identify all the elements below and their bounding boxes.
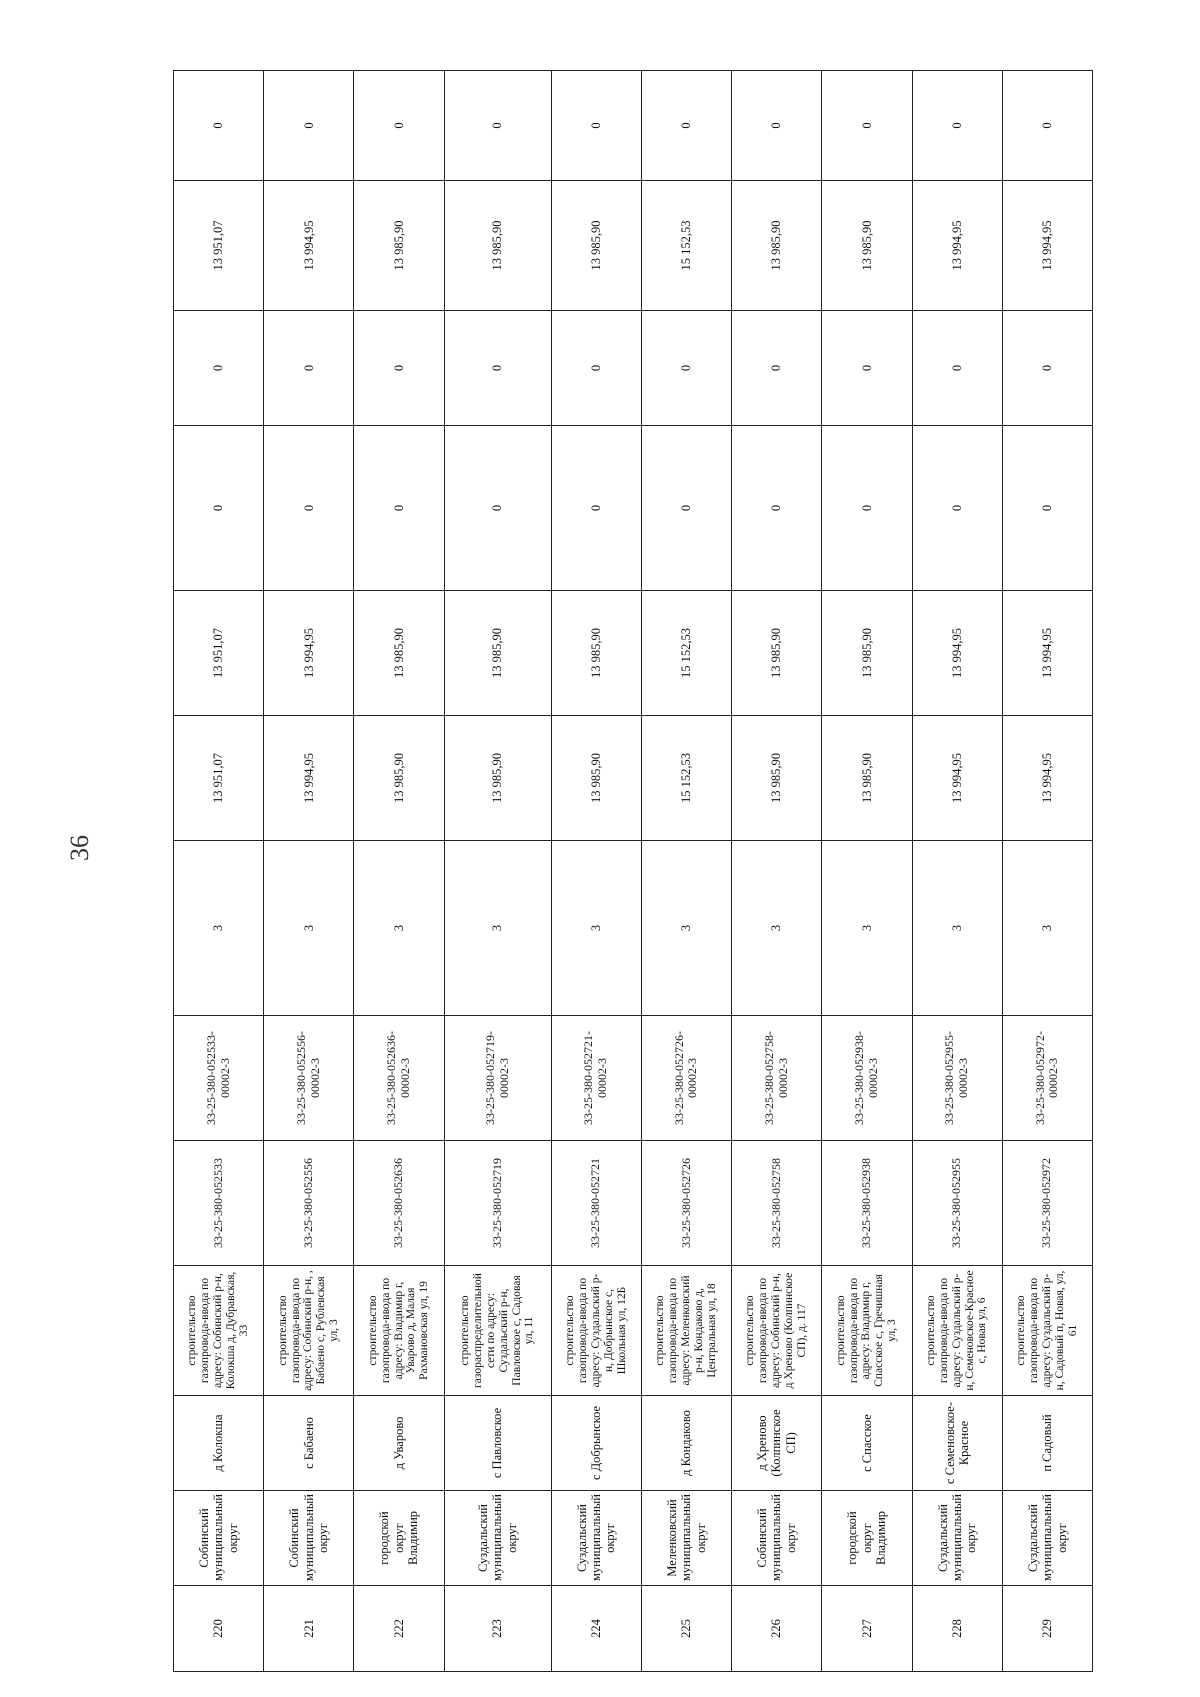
value-1-cell: 13 985,90 [822, 591, 912, 716]
value-2-cell: 0 [1002, 426, 1092, 591]
value-5-cell: 0 [912, 71, 1002, 181]
value-1-cell: 13 985,90 [551, 591, 641, 716]
value-1-cell: 13 985,90 [732, 591, 822, 716]
row-number-cell: 223 [444, 1586, 551, 1672]
district-cell: Суздальский муниципальный округ [444, 1491, 551, 1586]
rotated-table-container [173, 72, 1093, 1672]
locality-cell: д Уварово [354, 1396, 444, 1491]
description-cell: строительство газопровода-ввода по адресу: Владимир г, Уварово д, Малая Рахмановская ул, 19 [354, 1266, 444, 1396]
application-number-cell: 33-25-380-052972-00002-3 [1002, 1016, 1092, 1141]
value-2-cell: 0 [822, 426, 912, 591]
application-number-cell: 33-25-380-052938-00002-3 [822, 1016, 912, 1141]
table-row [551, 71, 641, 1672]
application-number-cell: 33-25-380-052955-00002-3 [912, 1016, 1002, 1141]
row-number-cell: 228 [912, 1586, 1002, 1672]
application-number-cell: 33-25-380-052533-00002-3 [174, 1016, 264, 1141]
category-cell: 3 [444, 841, 551, 1016]
value-2-cell: 0 [641, 426, 731, 591]
value-5-cell: 0 [354, 71, 444, 181]
value-1-cell: 13 985,90 [354, 591, 444, 716]
value-1-cell: 13 994,95 [912, 591, 1002, 716]
category-cell: 3 [354, 841, 444, 1016]
district-cell: городской округ Владимир [822, 1491, 912, 1586]
description-cell: строительство газопровода-ввода по адресу: Суздальский р-н, Садовый п, Новая, ул, 61 [1002, 1266, 1092, 1396]
cadastral-number-cell: 33-25-380-052636 [354, 1141, 444, 1266]
category-cell: 3 [732, 841, 822, 1016]
total-cost-cell: 15 152,53 [641, 716, 731, 841]
description-cell: строительство газопровода-ввода по адресу: Собинский р-н, д Хреново (Колпинское СП), д. 117 [732, 1266, 822, 1396]
value-3-cell: 0 [174, 311, 264, 426]
value-3-cell: 0 [264, 311, 354, 426]
value-5-cell: 0 [174, 71, 264, 181]
locality-cell: с Семеновское-Красное [912, 1396, 1002, 1491]
row-number-cell: 222 [354, 1586, 444, 1672]
value-3-cell: 0 [551, 311, 641, 426]
description-cell: строительство газопровода-ввода по адресу: Собинский р-н, , Бабаено с, Рублевская ул, 3 [264, 1266, 354, 1396]
description-cell: строительство газопровода-ввода по адресу: Владимир г, Спасское с, Гречишная ул, 3 [822, 1266, 912, 1396]
value-5-cell: 0 [641, 71, 731, 181]
description-cell: строительство газопровода-ввода по адресу: Меленковский р-н, Кондаково д, Центральная ул, 18 [641, 1266, 731, 1396]
category-cell: 3 [174, 841, 264, 1016]
locality-cell: с Павловское [444, 1396, 551, 1491]
total-cost-cell: 13 994,95 [1002, 716, 1092, 841]
value-3-cell: 0 [1002, 311, 1092, 426]
value-1-cell: 13 994,95 [264, 591, 354, 716]
value-4-cell: 13 985,90 [822, 181, 912, 311]
value-4-cell: 13 985,90 [444, 181, 551, 311]
row-number-cell: 226 [732, 1586, 822, 1672]
table-row [264, 71, 354, 1672]
district-cell: городской округ Владимир [354, 1491, 444, 1586]
value-3-cell: 0 [822, 311, 912, 426]
value-5-cell: 0 [551, 71, 641, 181]
description-cell: строительство газопровода-ввода по адресу: Суздальский р-н, Семеновское-Красное с, Новая ул, 6 [912, 1266, 1002, 1396]
value-1-cell: 13 985,90 [444, 591, 551, 716]
row-number-cell: 225 [641, 1586, 731, 1672]
application-number-cell: 33-25-380-052636-00002-3 [354, 1016, 444, 1141]
category-cell: 3 [641, 841, 731, 1016]
value-2-cell: 0 [264, 426, 354, 591]
row-number-cell: 224 [551, 1586, 641, 1672]
cadastral-number-cell: 33-25-380-052758 [732, 1141, 822, 1266]
category-cell: 3 [912, 841, 1002, 1016]
application-number-cell: 33-25-380-052556-00002-3 [264, 1016, 354, 1141]
table-body [174, 71, 1093, 1672]
district-cell: Собинский муниципальный округ [732, 1491, 822, 1586]
value-3-cell: 0 [641, 311, 731, 426]
page-number: 36 [65, 835, 94, 861]
value-5-cell: 0 [822, 71, 912, 181]
value-5-cell: 0 [444, 71, 551, 181]
locality-cell: д Кондаково [641, 1396, 731, 1491]
value-4-cell: 13 994,95 [264, 181, 354, 311]
district-cell: Суздальский муниципальный округ [1002, 1491, 1092, 1586]
cadastral-number-cell: 33-25-380-052721 [551, 1141, 641, 1266]
cadastral-number-cell: 33-25-380-052556 [264, 1141, 354, 1266]
locality-cell: с Добрынское [551, 1396, 641, 1491]
value-2-cell: 0 [732, 426, 822, 591]
value-2-cell: 0 [912, 426, 1002, 591]
category-cell: 3 [551, 841, 641, 1016]
value-4-cell: 15 152,53 [641, 181, 731, 311]
cadastral-number-cell: 33-25-380-052938 [822, 1141, 912, 1266]
description-cell: строительство газораспределительной сети по адресу: Суздальский р-н, Павловское с, Садовая ул, 11 [444, 1266, 551, 1396]
cadastral-number-cell: 33-25-380-052972 [1002, 1141, 1092, 1266]
category-cell: 3 [1002, 841, 1092, 1016]
value-3-cell: 0 [912, 311, 1002, 426]
total-cost-cell: 13 985,90 [354, 716, 444, 841]
district-cell: Суздальский муниципальный округ [912, 1491, 1002, 1586]
table-row [354, 71, 444, 1672]
value-5-cell: 0 [1002, 71, 1092, 181]
cadastral-number-cell: 33-25-380-052955 [912, 1141, 1002, 1266]
application-number-cell: 33-25-380-052721-00002-3 [551, 1016, 641, 1141]
value-2-cell: 0 [174, 426, 264, 591]
value-5-cell: 0 [264, 71, 354, 181]
description-cell: строительство газопровода-ввода по адресу: Собинский р-н, Колокша д, Дубравская, 33 [174, 1266, 264, 1396]
value-2-cell: 0 [551, 426, 641, 591]
row-number-cell: 221 [264, 1586, 354, 1672]
value-1-cell: 13 951,07 [174, 591, 264, 716]
total-cost-cell: 13 951,07 [174, 716, 264, 841]
table-row [732, 71, 822, 1672]
value-5-cell: 0 [732, 71, 822, 181]
locality-cell: п Садовый [1002, 1396, 1092, 1491]
value-1-cell: 15 152,53 [641, 591, 731, 716]
total-cost-cell: 13 994,95 [264, 716, 354, 841]
application-number-cell: 33-25-380-052726-00002-3 [641, 1016, 731, 1141]
table-row [822, 71, 912, 1672]
district-cell: Меленковский муниципальный округ [641, 1491, 731, 1586]
total-cost-cell: 13 985,90 [732, 716, 822, 841]
value-4-cell: 13 994,95 [1002, 181, 1092, 311]
category-cell: 3 [822, 841, 912, 1016]
district-cell: Суздальский муниципальный округ [551, 1491, 641, 1586]
data-table [173, 70, 1093, 1672]
row-number-cell: 220 [174, 1586, 264, 1672]
locality-cell: с Бабаено [264, 1396, 354, 1491]
value-3-cell: 0 [444, 311, 551, 426]
locality-cell: д Хреново (Колпинское СП) [732, 1396, 822, 1491]
value-2-cell: 0 [444, 426, 551, 591]
cadastral-number-cell: 33-25-380-052726 [641, 1141, 731, 1266]
district-cell: Собинский муниципальный округ [174, 1491, 264, 1586]
value-3-cell: 0 [732, 311, 822, 426]
value-4-cell: 13 994,95 [912, 181, 1002, 311]
table-row [912, 71, 1002, 1672]
total-cost-cell: 13 985,90 [444, 716, 551, 841]
value-4-cell: 13 985,90 [354, 181, 444, 311]
total-cost-cell: 13 994,95 [912, 716, 1002, 841]
value-4-cell: 13 951,07 [174, 181, 264, 311]
category-cell: 3 [264, 841, 354, 1016]
locality-cell: д Колокша [174, 1396, 264, 1491]
value-4-cell: 13 985,90 [551, 181, 641, 311]
value-1-cell: 13 994,95 [1002, 591, 1092, 716]
cadastral-number-cell: 33-25-380-052719 [444, 1141, 551, 1266]
value-2-cell: 0 [354, 426, 444, 591]
table-row [444, 71, 551, 1672]
table-row [174, 71, 264, 1672]
district-cell: Собинский муниципальный округ [264, 1491, 354, 1586]
cadastral-number-cell: 33-25-380-052533 [174, 1141, 264, 1266]
locality-cell: с Спасское [822, 1396, 912, 1491]
application-number-cell: 33-25-380-052758-00002-3 [732, 1016, 822, 1141]
application-number-cell: 33-25-380-052719-00002-3 [444, 1016, 551, 1141]
value-4-cell: 13 985,90 [732, 181, 822, 311]
total-cost-cell: 13 985,90 [822, 716, 912, 841]
row-number-cell: 227 [822, 1586, 912, 1672]
total-cost-cell: 13 985,90 [551, 716, 641, 841]
table-row [1002, 71, 1092, 1672]
table-row [641, 71, 731, 1672]
row-number-cell: 229 [1002, 1586, 1092, 1672]
description-cell: строительство газопровода-ввода по адресу: Суздальский р-н, Добрынское с, Школьная ул, 12Б [551, 1266, 641, 1396]
value-3-cell: 0 [354, 311, 444, 426]
